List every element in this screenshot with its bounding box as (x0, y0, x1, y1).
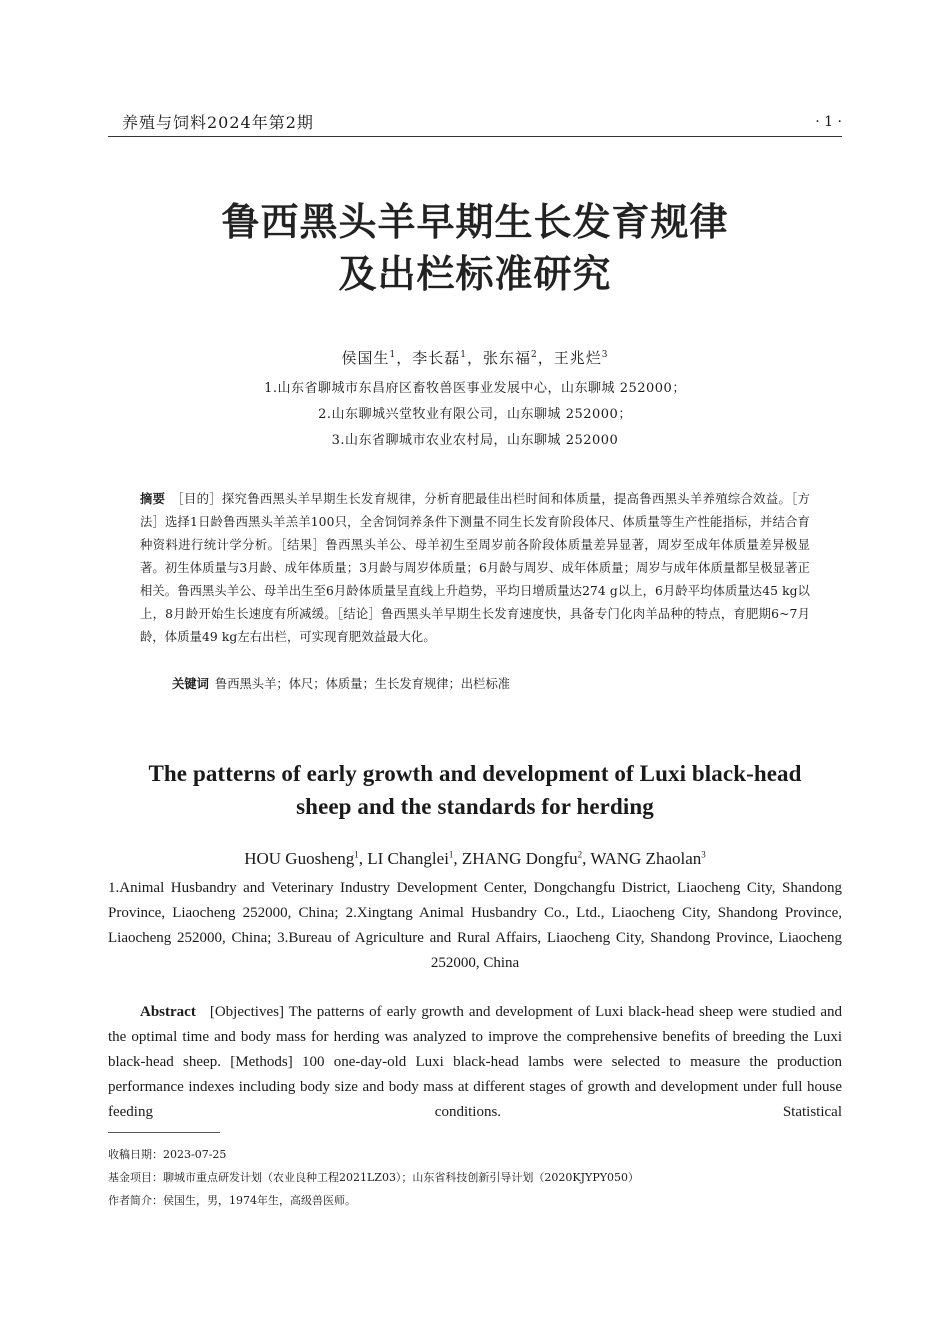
footnote-divider (108, 1132, 220, 1133)
abstract-en-text: [Objectives] The patterns of early growth and development of Luxi black-head sheep were studied and the optimal time and body mass for herding was analyzed to improve the comprehensive benefits of breeding the Luxi black-head sheep. [Methods] 100 one-day-old Luxi black-head lambs were selected to measure the production performance indexes including body size and body mass at different stages of growth and development under full house feeding conditions. Statistical (108, 1004, 842, 1120)
footnote-author-bio: 作者简介：侯国生，男，1974年生，高级兽医师。 (108, 1194, 356, 1207)
authors-chinese: 侯国生$^1$，李长磊$^1$，张东福$^2$，王兆烂$^3$ (341, 349, 609, 367)
affiliation-cn-1: 1.山东省聊城市东昌府区畜牧兽医事业发展中心，山东聊城 252000； (264, 381, 686, 396)
journal-issue: 养殖与饲料2024年第2期 (122, 113, 314, 132)
abstract-chinese (140, 488, 810, 649)
author-cn-3: 张东福$^2$ (483, 349, 538, 367)
page-number: · 1 · (815, 114, 842, 130)
affiliations-english: 1.Animal Husbandry and Veterinary Industry Development Center, Dongchangfu District, Liaocheng City, Shandong Province, Liaocheng 252000, China; 2.Xingtang Animal Husbandry Co., Ltd., Liaocheng City, Shandong Province, Liaocheng 252000, China; 3.Bureau of Agriculture and Rural Affairs, Liaocheng City, Shandong Province, Liaocheng 252000, China (108, 880, 842, 971)
abstract-english (108, 1000, 842, 1125)
authors-english: HOU Guosheng$^1$, LI Changlei$^1$, ZHANG Dongfu$^2$, WANG Zhaolan$^3$ (244, 849, 706, 868)
affiliation-cn-3: 3.山东省聊城市农业农村局，山东聊城 252000 (331, 433, 619, 448)
author-en-1: HOU Guosheng$^1$ (244, 849, 359, 868)
footnotes (108, 1143, 842, 1212)
author-en-4: WANG Zhaolan$^3$ (590, 849, 706, 868)
title-chinese (0, 196, 950, 300)
abstract-cn-label: 摘要 (140, 492, 166, 506)
keywords-chinese (172, 673, 812, 696)
title-cn-line-1: 鲁西黑头羊早期生长发育规律 (221, 200, 729, 244)
footnote-received-date: 收稿日期：2023-07-25 (108, 1148, 227, 1161)
title-english (0, 757, 950, 823)
author-en-3: ZHANG Dongfu$^2$ (461, 849, 583, 868)
title-en-line-2: sheep and the standards for herding (296, 794, 654, 819)
author-cn-4: 王兆烂$^3$ (553, 349, 609, 367)
author-cn-1: 侯国生$^1$ (341, 349, 397, 367)
author-cn-2: 李长磊$^1$ (412, 349, 467, 367)
abstract-en-label: Abstract (140, 1004, 196, 1020)
abstract-cn-text: ［目的］探究鲁西黑头羊早期生长发育规律，分析育肥最佳出栏时间和体质量，提高鲁西黑头羊养殖综合效益。［方法］选择1日龄鲁西黑头羊羔羊100只，全舍饲饲养条件下测量不同生长发育阶段体尺、体质量等生产性能指标，并结合育种资料进行统计学分析。［结果］鲁西黑头羊公、母羊初生至周岁前各阶段体质量差异显著，周岁至成年体质量差异极显著。初生体质量与3月龄、成年体质量；3月龄与周岁体质量；6月龄与周岁、成年体质量；周岁与成年体质量都呈极显著正相关。鲁西黑头羊公、母羊出生至6月龄体质量呈直线上升趋势，平均日增质量达274 g以上，6月龄平均体质量达45 kg以上，8月龄开始生长速度有所减缓。［结论］鲁西黑头羊早期生长发育速度快，具备专门化肉羊品种的特点，育肥期6~7月龄，体质量49 kg左右出栏，可实现育肥效益最大化。 (140, 492, 811, 644)
title-en-line-1: The patterns of early growth and development of Luxi black-head (148, 761, 802, 786)
affiliations-chinese (0, 376, 950, 454)
keywords-cn-label: 关键词 (172, 677, 209, 691)
affiliation-cn-2: 2.山东聊城兴堂牧业有限公司，山东聊城 252000； (318, 407, 632, 422)
footnote-fund: 基金项目：聊城市重点研发计划（农业良种工程2021LZ03）；山东省科技创新引导计划（2020KJYPY050） (108, 1171, 639, 1184)
title-cn-line-2: 及出栏标准研究 (338, 252, 612, 296)
running-header (108, 110, 842, 137)
keywords-cn-text: 鲁西黑头羊；体尺；体质量；生长发育规律；出栏标准 (214, 677, 511, 691)
author-en-2: LI Changlei$^1$ (367, 849, 454, 868)
